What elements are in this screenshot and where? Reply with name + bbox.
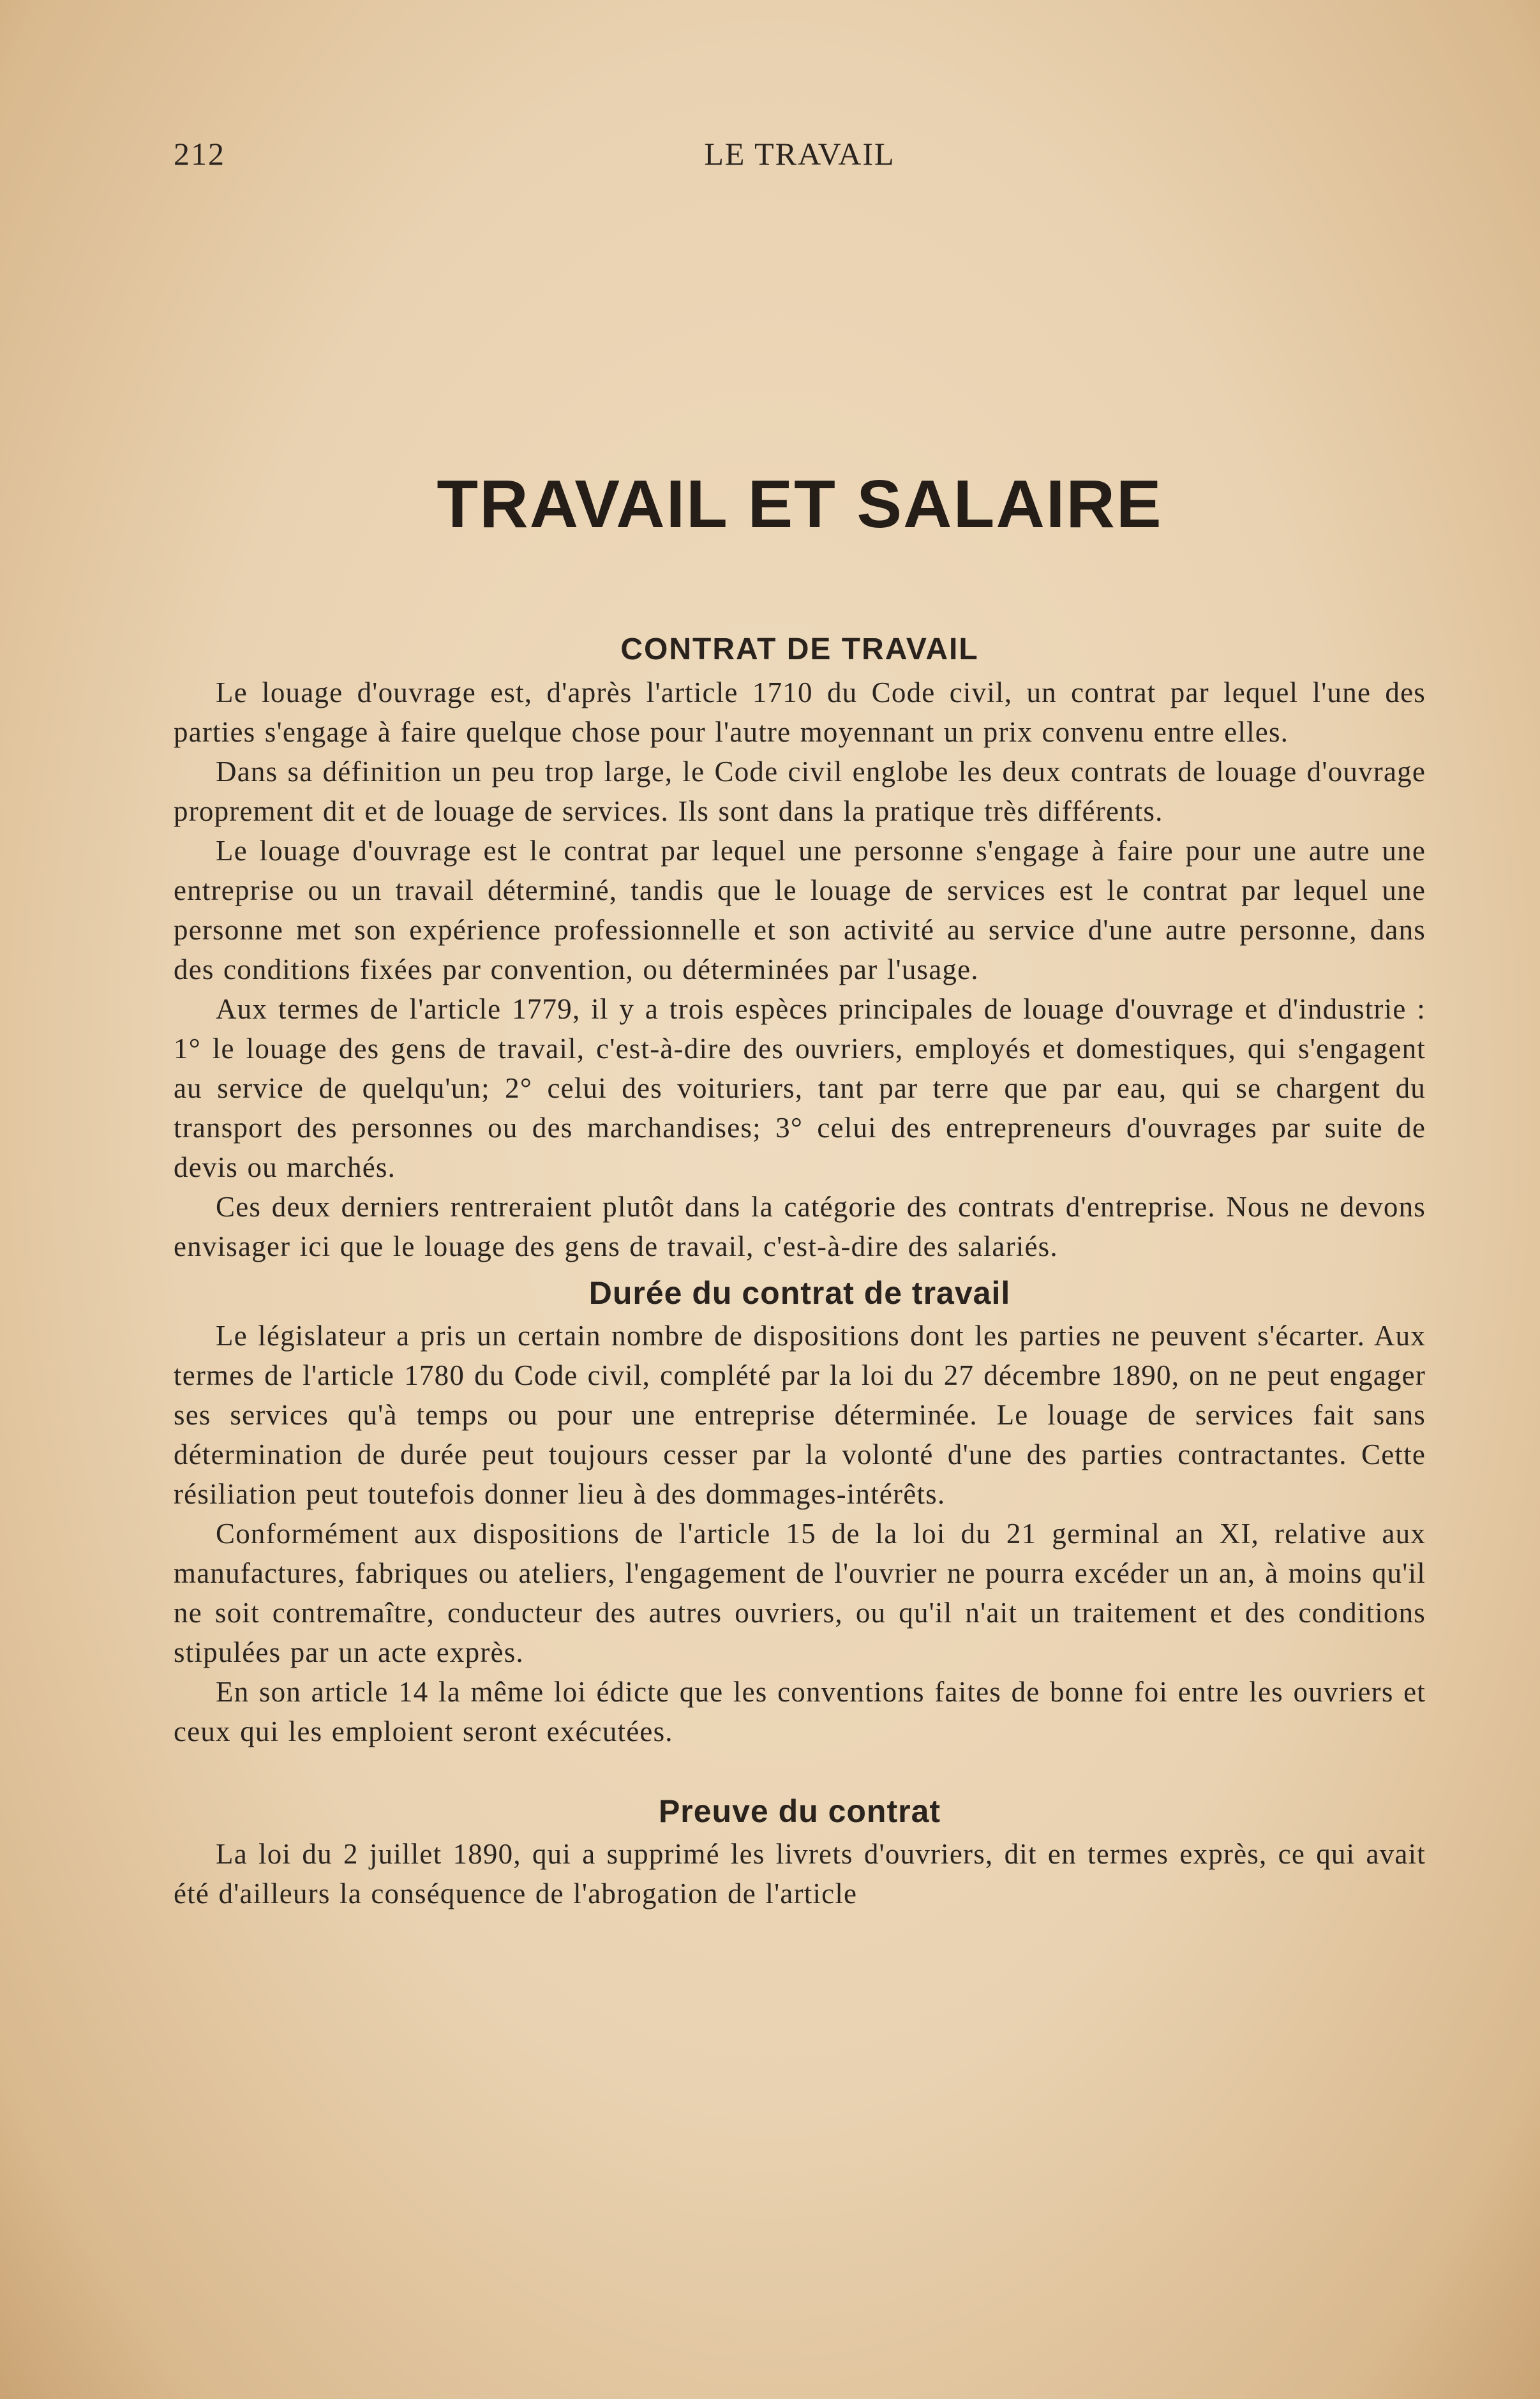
paragraph: Le législateur a pris un certain nombre de dispositions dont les parties ne peuvent s'écarter. Aux termes de l'article 1780 du Code civil, complété par la loi du 27 décembre 1890, on ne peut engager ses services qu'à temps ou pour une entreprise déterminée. Le louage de services fait sans détermination de durée peut toujours cesser par la volonté d'une des parties contractantes. Cette résiliation peut toutefois donner lieu à des dommages-intérêts. [174,1320,1426,1510]
chapter-title: TRAVAIL ET SALAIRE [437,467,1163,542]
paragraph: Le louage d'ouvrage est le contrat par lequel une personne s'engage à faire pour une autre une entreprise ou un travail déterminé, tandis que le louage de services est le contrat par lequel une personne met son expérience professionnelle et son activité au service d'une autre personne, dans des conditions fixées par convention, ou déterminées par l'usage. [174,835,1426,985]
paragraph: Conformément aux dispositions de l'article 15 de la loi du 21 germinal an XI, relative aux manufactures, fabriques ou ateliers, l'engagement de l'ouvrier ne pourra excéder un an, à moins qu'il ne soit contremaître, conducteur des autres ouvriers, ou qu'il n'ait un traitement et des conditions stipulées par un acte exprès. [174,1518,1426,1668]
paragraph: En son article 14 la même loi édicte que les conventions faites de bonne foi entre les ouvriers et ceux qui les emploient seront exécutées. [174,1676,1426,1747]
section-heading-duree: Durée du contrat de travail [588,1275,1011,1311]
running-head [174,135,1426,186]
page-number: 212 [174,136,225,172]
paragraph: Le louage d'ouvrage est, d'après l'article 1710 du Code civil, un contrat par lequel l'une des parties s'engage à faire quelque chose pour l'autre moyennant un prix convenu entre elles. [174,676,1426,748]
paragraph: La loi du 2 juillet 1890, qui a supprimé les livrets d'ouvriers, dit en termes exprès, ce qui avait été d'ailleurs la conséquence de l'abrogation de l'article [174,1838,1426,1909]
running-title: LE TRAVAIL [704,136,895,172]
paragraph: Dans sa définition un peu trop large, le Code civil englobe les deux contrats de louage d'ouvrage proprement dit et de louage de services. Ils sont dans la pratique très différents. [174,756,1426,827]
page-body [174,627,1426,1913]
section-heading-preuve: Preuve du contrat [658,1793,941,1829]
section-heading-contrat: CONTRAT DE TRAVAIL [620,632,979,666]
paragraph: Ces deux derniers rentreraient plutôt dans la catégorie des contrats d'entreprise. Nous ne devons envisager ici que le louage des gens de travail, c'est-à-dire des salariés. [174,1191,1426,1262]
paragraph: Aux termes de l'article 1779, il y a trois espèces principales de louage d'ouvrage et d'industrie : 1° le louage des gens de travail, c'est-à-dire des ouvriers, employés et domestiques, qui s'engagent au service de quelqu'un; 2° celui des voituriers, tant par terre que par eau, qui se chargent du transport des personnes ou des marchandises; 3° celui des entrepreneurs d'ouvrages par suite de devis ou marchés. [174,993,1426,1183]
